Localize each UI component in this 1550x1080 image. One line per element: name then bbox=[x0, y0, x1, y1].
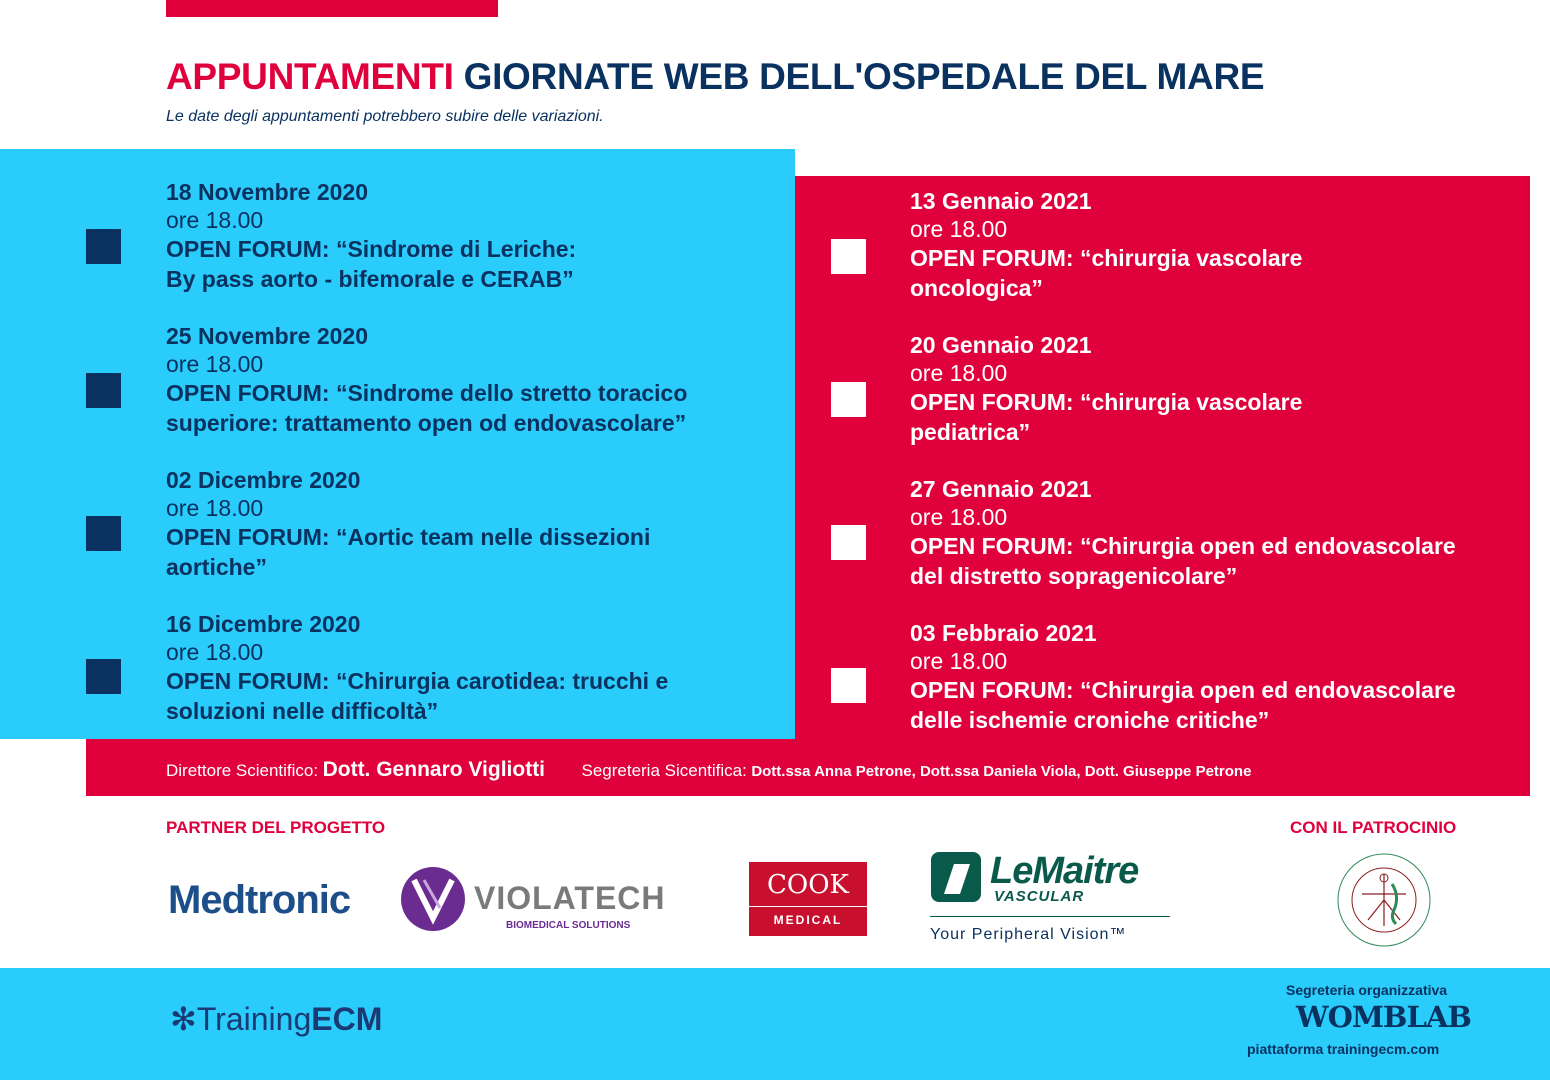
event-item bbox=[910, 187, 1302, 303]
title-main: GIORNATE WEB DELL'OSPEDALE DEL MARE bbox=[463, 56, 1265, 97]
event-topic: OPEN FORUM: “Chirurgia carotidea: trucchi e bbox=[166, 668, 669, 694]
event-topic: OPEN FORUM: “Chirurgia open ed endovascolare bbox=[910, 533, 1456, 559]
cook-wordmark: COOK bbox=[767, 870, 849, 900]
cook-subtitle: MEDICAL bbox=[773, 913, 843, 927]
event-topic: superiore: trattamento open od endovascolare” bbox=[166, 410, 687, 436]
event-time: ore 18.00 bbox=[910, 360, 1008, 386]
event-time: ore 18.00 bbox=[166, 351, 264, 377]
event-checkbox[interactable] bbox=[831, 668, 866, 703]
event-time: ore 18.00 bbox=[166, 207, 264, 233]
event-date: 02 Dicembre 2020 bbox=[166, 467, 361, 493]
event-topic: pediatrica” bbox=[910, 419, 1031, 445]
platform-link[interactable]: piattaforma trainingecm.com bbox=[1247, 1041, 1440, 1057]
lemaitre-logo bbox=[930, 850, 1139, 943]
event-time: ore 18.00 bbox=[910, 504, 1008, 530]
event-item bbox=[166, 322, 687, 438]
event-checkbox[interactable] bbox=[831, 525, 866, 560]
page-title bbox=[166, 56, 1264, 98]
event-item bbox=[166, 466, 650, 582]
medtronic-logo: Medtronic bbox=[168, 878, 351, 922]
event-checkbox[interactable] bbox=[86, 659, 121, 694]
event-date: 25 Novembre 2020 bbox=[166, 323, 369, 349]
training-prefix: Training bbox=[196, 1001, 312, 1037]
event-checkbox[interactable] bbox=[831, 382, 866, 417]
event-checkbox[interactable] bbox=[86, 373, 121, 408]
event-item bbox=[166, 178, 576, 294]
event-item bbox=[910, 331, 1302, 447]
patronage-heading: CON IL PATROCINIO bbox=[1290, 818, 1457, 837]
lemaitre-mark-icon bbox=[930, 850, 985, 905]
violatech-logo bbox=[400, 866, 700, 941]
seal-icon bbox=[1334, 850, 1434, 950]
womblab-logo: WOMBLAB bbox=[1296, 1000, 1471, 1034]
event-checkbox[interactable] bbox=[86, 229, 121, 264]
event-item bbox=[910, 619, 1456, 735]
director-name: Dott. Gennaro Vigliotti bbox=[322, 758, 546, 781]
secretariat-names: Dott.ssa Anna Petrone, Dott.ssa Daniela Viola, Dott. Giuseppe Petrone bbox=[751, 763, 1252, 780]
trainingecm-network-icon: ✻ bbox=[170, 1001, 197, 1037]
event-topic: OPEN FORUM: “Chirurgia open ed endovascolare bbox=[910, 677, 1456, 703]
event-topic: del distretto sopragenicolare” bbox=[910, 563, 1238, 589]
event-date: 13 Gennaio 2021 bbox=[910, 188, 1092, 214]
training-suffix: ECM bbox=[311, 1001, 383, 1037]
top-accent-bar bbox=[166, 0, 498, 17]
partners-heading: PARTNER DEL PROGETTO bbox=[166, 818, 386, 837]
event-date: 27 Gennaio 2021 bbox=[910, 476, 1092, 502]
secretariat-label: Segreteria Sicentifica: bbox=[581, 761, 747, 780]
lemaitre-tagline: Your Peripheral Vision™ bbox=[930, 926, 1127, 943]
trainingecm-logo bbox=[170, 1000, 382, 1038]
event-date: 16 Dicembre 2020 bbox=[166, 611, 361, 637]
event-item bbox=[166, 610, 668, 726]
event-time: ore 18.00 bbox=[910, 216, 1008, 242]
patronage-seal bbox=[1334, 850, 1434, 950]
event-topic: OPEN FORUM: “chirurgia vascolare bbox=[910, 245, 1303, 271]
event-topic: OPEN FORUM: “chirurgia vascolare bbox=[910, 389, 1303, 415]
event-checkbox[interactable] bbox=[831, 239, 866, 274]
violatech-wordmark: VIOLATECH bbox=[474, 880, 666, 916]
event-date: 20 Gennaio 2021 bbox=[910, 332, 1092, 358]
event-time: ore 18.00 bbox=[166, 495, 264, 521]
event-topic: OPEN FORUM: “Aortic team nelle dissezioni bbox=[166, 524, 651, 550]
lemaitre-subtitle: VASCULAR bbox=[994, 888, 1085, 905]
event-topic: OPEN FORUM: “Sindrome dello stretto toracico bbox=[166, 380, 688, 406]
event-date: 18 Novembre 2020 bbox=[166, 179, 369, 205]
event-topic: delle ischemie croniche critiche” bbox=[910, 707, 1270, 733]
director-label: Direttore Scientifico: bbox=[166, 761, 319, 780]
event-date: 03 Febbraio 2021 bbox=[910, 620, 1097, 646]
title-highlight: APPUNTAMENTI bbox=[166, 56, 454, 97]
event-item bbox=[910, 475, 1456, 591]
event-time: ore 18.00 bbox=[166, 639, 264, 665]
credits-line bbox=[166, 758, 1251, 782]
violatech-subtitle: BIOMEDICAL SOLUTIONS bbox=[506, 920, 631, 931]
event-topic: aortiche” bbox=[166, 554, 267, 580]
event-topic: oncologica” bbox=[910, 275, 1043, 301]
event-topic: By pass aorto - bifemorale e CERAB” bbox=[166, 266, 574, 292]
cook-medical-logo bbox=[749, 862, 867, 936]
event-time: ore 18.00 bbox=[910, 648, 1008, 674]
event-topic: soluzioni nelle difficoltà” bbox=[166, 698, 439, 724]
event-checkbox[interactable] bbox=[86, 516, 121, 551]
page-subtitle: Le date degli appuntamenti potrebbero subire delle variazioni. bbox=[166, 108, 604, 125]
lemaitre-wordmark: LeMaitre bbox=[990, 850, 1139, 892]
organizing-secretariat-label: Segreteria organizzativa bbox=[1286, 982, 1448, 998]
event-topic: OPEN FORUM: “Sindrome di Leriche: bbox=[166, 236, 577, 262]
